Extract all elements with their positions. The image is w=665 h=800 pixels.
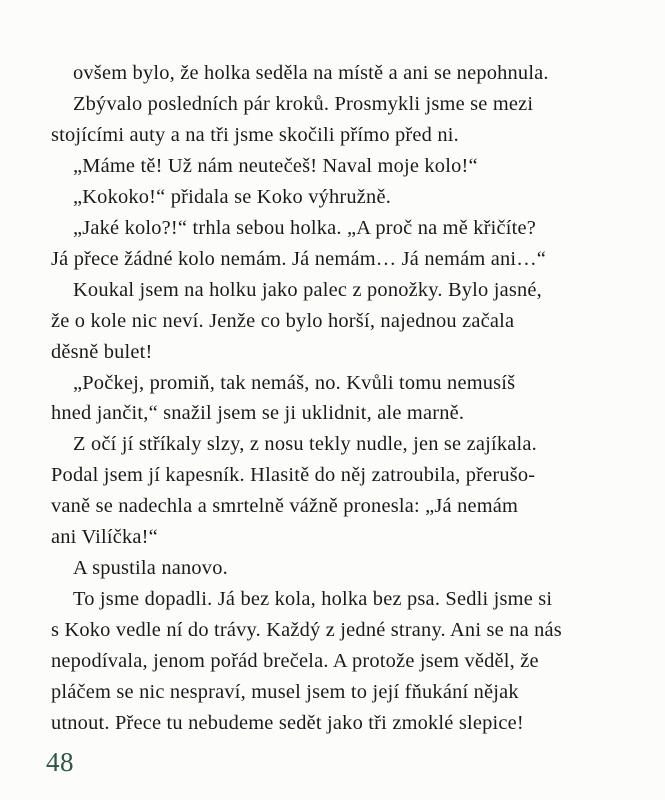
text-line: „Jaké kolo?!“ trhla sebou holka. „A proč na mě křičíte? [73, 216, 537, 239]
text-line: ani Vilíčka!“ [51, 526, 158, 549]
text-line: vaně se nadechla a smrtelně vážně pronesla: „Já nemám [51, 495, 519, 518]
text-line: děsně bulet! [51, 340, 153, 363]
text-line: nepodívala, jenom pořád brečela. A protože jsem věděl, že [51, 650, 539, 673]
text-line: To jsme dopadli. Já bez kola, holka bez psa. Sedli jsme si [73, 588, 553, 611]
text-line: Já přece žádné kolo nemám. Já nemám… Já nemám ani…“ [51, 247, 547, 270]
page-body-text [51, 58, 573, 739]
page-number: 48 [46, 747, 75, 777]
text-line: „Máme tě! Už nám neutečeš! Naval moje kolo!“ [73, 154, 478, 177]
text-line: Koukal jsem na holku jako palec z ponožky. Bylo jasné, [73, 278, 542, 301]
text-line: že o kole nic neví. Jenže co bylo horší, najednou začala [51, 309, 515, 332]
text-line: Z očí jí stříkaly slzy, z nosu tekly nudle, jen se zajíkala. [73, 433, 537, 456]
text-line: utnout. Přece tu nebudeme sedět jako tři zmoklé slepice! [51, 712, 524, 735]
text-line: pláčem se nic nespraví, musel jsem to její fňukání nějak [51, 681, 519, 704]
text-line: Podal jsem jí kapesník. Hlasitě do něj zatroubila, přerušo- [51, 464, 536, 487]
text-line: ovšem bylo, že holka seděla na místě a ani se nepohnula. [73, 62, 549, 84]
text-line: A spustila nanovo. [73, 557, 228, 580]
text-line: „Počkej, promiň, tak nemáš, no. Kvůli tomu nemusíš [73, 371, 516, 394]
text-line: stojícími auty a na tři jsme skočili přímo před ni. [51, 123, 459, 146]
text-line: s Koko vedle ní do trávy. Každý z jedné strany. Ani se na nás [51, 619, 562, 642]
text-line: „Kokoko!“ přidala se Koko výhružně. [73, 185, 391, 208]
text-line: Zbývalo posledních pár kroků. Prosmykli jsme se mezi [73, 92, 534, 115]
text-line: hned jančit,“ snažil jsem se ji uklidnit, ale marně. [51, 402, 465, 425]
